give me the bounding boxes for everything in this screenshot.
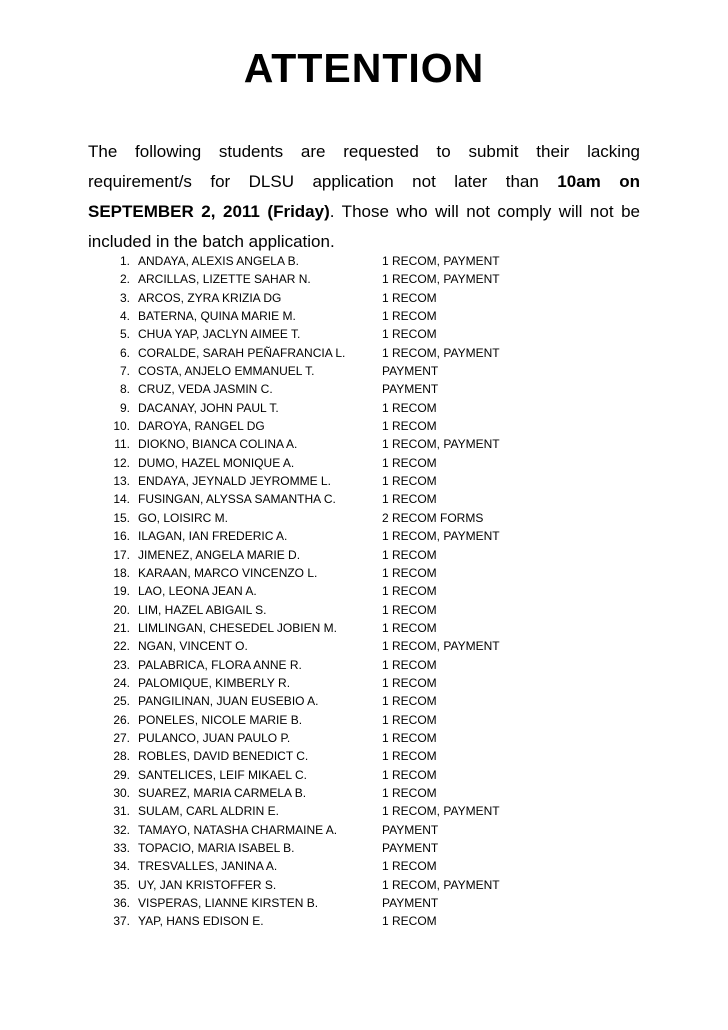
student-list	[96, 252, 656, 931]
student-name: SUAREZ, MARIA CARMELA B.	[138, 785, 307, 800]
student-name: TOPACIO, MARIA ISABEL B.	[138, 841, 295, 855]
lacking-requirement: 1 RECOM, PAYMENT	[382, 804, 500, 819]
list-item-number: 36.	[113, 896, 130, 911]
list-item	[96, 270, 656, 288]
lacking-requirement: 1 RECOM	[382, 914, 437, 929]
lacking-requirement: PAYMENT	[382, 841, 439, 855]
list-item-number: 24.	[113, 675, 130, 690]
lacking-requirement: 1 RECOM, PAYMENT	[382, 272, 500, 287]
student-name: PALABRICA, FLORA ANNE R.	[138, 657, 302, 672]
list-item-number: 33.	[113, 841, 130, 855]
lacking-requirement: 1 RECOM	[382, 602, 437, 617]
lacking-requirement: PAYMENT	[382, 822, 439, 837]
lacking-requirement: 1 RECOM	[382, 309, 437, 324]
lacking-requirement: 1 RECOM, PAYMENT	[382, 639, 500, 654]
list-item-number: 26.	[113, 712, 130, 727]
list-item	[96, 289, 656, 307]
student-name: PULANCO, JUAN PAULO P.	[138, 730, 291, 745]
list-item-number: 9.	[119, 400, 130, 415]
lacking-requirement: 1 RECOM	[382, 400, 437, 415]
list-item-number: 23.	[113, 657, 130, 672]
list-item	[96, 766, 656, 784]
student-name: DAROYA, RANGEL DG	[138, 419, 265, 434]
lacking-requirement: 1 RECOM, PAYMENT	[382, 529, 500, 544]
student-name: GO, LOISIRC M.	[138, 510, 229, 525]
list-item	[96, 912, 656, 930]
list-item	[96, 564, 656, 582]
student-name: ARCOS, ZYRA KRIZIA DG	[138, 290, 282, 305]
list-item	[96, 821, 656, 839]
student-name: TAMAYO, NATASHA CHARMAINE A.	[138, 822, 338, 837]
lacking-requirement: 1 RECOM, PAYMENT	[382, 437, 500, 452]
lacking-requirement: PAYMENT	[382, 382, 439, 397]
list-item	[96, 490, 656, 508]
list-item-number: 14.	[113, 492, 130, 507]
list-item-number: 15.	[113, 510, 130, 525]
student-name: ROBLES, DAVID BENEDICT C.	[138, 749, 309, 764]
list-item-number: 20.	[113, 602, 130, 617]
list-item	[96, 527, 656, 545]
student-name: FUSINGAN, ALYSSA SAMANTHA C.	[138, 492, 336, 507]
list-item	[96, 582, 656, 600]
student-name: LAO, LEONA JEAN A.	[138, 584, 257, 599]
student-name: COSTA, ANJELO EMMANUEL T.	[138, 364, 315, 379]
lacking-requirement: 1 RECOM	[382, 620, 437, 635]
student-name: DIOKNO, BIANCA COLINA A.	[138, 437, 298, 452]
list-item-number: 29.	[113, 767, 130, 782]
list-item	[96, 472, 656, 490]
lacking-requirement: 1 RECOM, PAYMENT	[382, 345, 500, 360]
lacking-requirement: 1 RECOM	[382, 419, 437, 434]
lacking-requirement: 1 RECOM	[382, 327, 437, 342]
student-name: PALOMIQUE, KIMBERLY R.	[138, 675, 291, 690]
lacking-requirement: 1 RECOM	[382, 290, 437, 305]
list-item-number: 22.	[113, 639, 130, 654]
student-name: ANDAYA, ALEXIS ANGELA B.	[138, 254, 299, 268]
list-item	[96, 674, 656, 692]
lacking-requirement: 1 RECOM	[382, 859, 437, 874]
list-item-number: 27.	[113, 730, 130, 745]
lacking-requirement: 1 RECOM	[382, 694, 437, 709]
list-item-number: 17.	[113, 547, 130, 562]
student-name: DACANAY, JOHN PAUL T.	[138, 400, 279, 415]
lacking-requirement: 1 RECOM, PAYMENT	[382, 877, 500, 892]
lacking-requirement: 1 RECOM	[382, 584, 437, 599]
student-name: TRESVALLES, JANINA A.	[138, 859, 278, 874]
lacking-requirement: 1 RECOM	[382, 474, 437, 489]
lacking-requirement: 1 RECOM	[382, 492, 437, 507]
list-item-number: 4.	[119, 309, 130, 324]
list-item	[96, 857, 656, 875]
intro-text-end: . Those who will not comply will not be included in the batch application.	[88, 202, 640, 251]
student-name: ILAGAN, IAN FREDERIC A.	[138, 529, 288, 544]
list-item-number: 10.	[113, 419, 130, 434]
student-name: LIMLINGAN, CHESEDEL JOBIEN M.	[138, 620, 337, 635]
lacking-requirement: 1 RECOM	[382, 749, 437, 764]
lacking-requirement: 1 RECOM	[382, 785, 437, 800]
list-item-number: 6.	[119, 345, 130, 360]
student-name: SANTELICES, LEIF MIKAEL C.	[138, 767, 307, 782]
page-title: ATTENTION	[243, 45, 485, 91]
list-item-number: 28.	[113, 749, 130, 764]
intro-text-start: The following students are requested to submit their lacking requirement/s for DLSU application not later than	[88, 142, 640, 191]
student-name: ENDAYA, JEYNALD JEYROMME L.	[138, 474, 331, 489]
list-item-number: 5.	[119, 327, 130, 342]
student-name: CORALDE, SARAH PEÑAFRANCIA L.	[138, 345, 346, 360]
list-item	[96, 619, 656, 637]
list-item	[96, 656, 656, 674]
list-item	[96, 839, 656, 857]
student-name: PANGILINAN, JUAN EUSEBIO A.	[138, 694, 319, 709]
list-item	[96, 802, 656, 820]
list-item-number: 3.	[119, 290, 130, 305]
list-item-number: 7.	[119, 364, 130, 379]
list-item	[96, 344, 656, 362]
list-item	[96, 454, 656, 472]
student-name: KARAAN, MARCO VINCENZO L.	[138, 565, 318, 580]
list-item	[96, 729, 656, 747]
list-item	[96, 894, 656, 912]
student-name: JIMENEZ, ANGELA MARIE D.	[138, 547, 301, 562]
list-item-number: 18.	[113, 565, 130, 580]
list-item-number: 37.	[113, 914, 130, 929]
list-item-number: 2.	[119, 272, 130, 287]
list-item	[96, 362, 656, 380]
student-name: VISPERAS, LIANNE KIRSTEN B.	[138, 896, 319, 911]
list-item	[96, 692, 656, 710]
lacking-requirement: 1 RECOM	[382, 712, 437, 727]
list-item	[96, 711, 656, 729]
student-name: DUMO, HAZEL MONIQUE A.	[138, 455, 295, 470]
intro-paragraph	[88, 137, 640, 257]
list-item-number: 25.	[113, 694, 130, 709]
lacking-requirement: 1 RECOM	[382, 767, 437, 782]
student-name: CHUA YAP, JACLYN AIMEE T.	[138, 327, 301, 342]
list-item	[96, 380, 656, 398]
lacking-requirement: 1 RECOM	[382, 565, 437, 580]
list-item-number: 35.	[113, 877, 130, 892]
list-item	[96, 435, 656, 453]
list-item-number: 1.	[119, 254, 130, 268]
list-item-number: 34.	[113, 859, 130, 874]
list-item	[96, 876, 656, 894]
list-item	[96, 747, 656, 765]
list-item-number: 32.	[113, 822, 130, 837]
intro-deadline: 10am on SEPTEMBER 2, 2011 (Friday)	[88, 172, 640, 221]
list-item-number: 11.	[114, 437, 130, 452]
list-item-number: 13.	[113, 474, 130, 489]
list-item	[96, 325, 656, 343]
list-item	[96, 252, 656, 270]
lacking-requirement: PAYMENT	[382, 364, 439, 379]
list-item	[96, 307, 656, 325]
student-name: CRUZ, VEDA JASMIN C.	[138, 382, 273, 397]
lacking-requirement: 1 RECOM	[382, 455, 437, 470]
student-name: YAP, HANS EDISON E.	[138, 914, 264, 929]
list-item	[96, 637, 656, 655]
list-item-number: 19.	[113, 584, 130, 599]
lacking-requirement: 1 RECOM	[382, 675, 437, 690]
list-item-number: 31.	[113, 804, 130, 819]
student-name: SULAM, CARL ALDRIN E.	[138, 804, 279, 819]
list-item	[96, 546, 656, 564]
student-name: ARCILLAS, LIZETTE SAHAR N.	[138, 272, 311, 287]
lacking-requirement: 1 RECOM	[382, 657, 437, 672]
list-item	[96, 399, 656, 417]
list-item	[96, 509, 656, 527]
lacking-requirement: 1 RECOM, PAYMENT	[382, 254, 500, 268]
list-item	[96, 784, 656, 802]
lacking-requirement: 2 RECOM FORMS	[382, 510, 484, 525]
student-name: UY, JAN KRISTOFFER S.	[138, 877, 277, 892]
student-name: LIM, HAZEL ABIGAIL S.	[138, 602, 267, 617]
student-name: NGAN, VINCENT O.	[138, 639, 248, 654]
lacking-requirement: 1 RECOM	[382, 730, 437, 745]
list-item	[96, 417, 656, 435]
lacking-requirement: PAYMENT	[382, 896, 439, 911]
student-name: PONELES, NICOLE MARIE B.	[138, 712, 303, 727]
lacking-requirement: 1 RECOM	[382, 547, 437, 562]
list-item-number: 12.	[113, 455, 130, 470]
list-item	[96, 601, 656, 619]
list-item-number: 21.	[113, 620, 130, 635]
list-item-number: 16.	[113, 529, 130, 544]
student-name: BATERNA, QUINA MARIE M.	[138, 309, 296, 324]
list-item-number: 30.	[113, 785, 130, 800]
list-item-number: 8.	[119, 382, 130, 397]
